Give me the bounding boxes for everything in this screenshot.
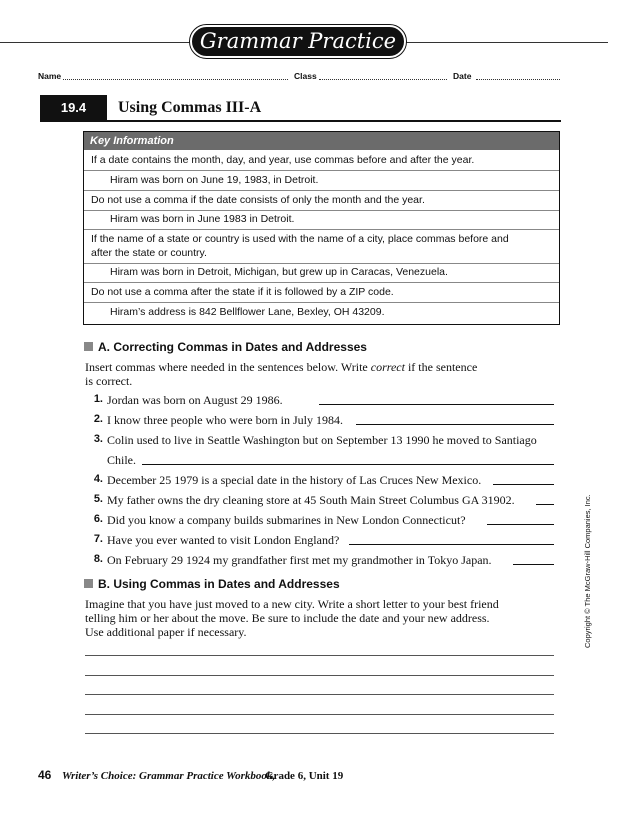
key-rule-3-line-1: If the name of a state or country is used with the name of a city, place commas before and	[91, 233, 509, 245]
item-sentence: Colin used to live in Seattle Washington but on September 13 1990 he moved to Santiago	[107, 433, 537, 447]
copyright-notice: Copyright © The McGraw-Hill Companies, Inc.	[583, 494, 592, 648]
writing-line[interactable]	[85, 714, 554, 715]
key-example-2: Hiram was born in June 1983 in Detroit.	[110, 213, 295, 225]
item-number: 2.	[93, 413, 103, 425]
writing-line[interactable]	[85, 733, 554, 734]
answer-blank[interactable]	[319, 404, 554, 405]
item-sentence: Have you ever wanted to visit London England?	[107, 533, 340, 547]
date-field[interactable]	[476, 71, 560, 80]
answer-blank[interactable]	[349, 544, 554, 545]
class-label: Class	[294, 71, 317, 81]
page-number: 46	[38, 768, 52, 782]
section-square-icon	[84, 579, 93, 588]
section-b-title	[84, 577, 340, 591]
answer-blank[interactable]	[493, 484, 554, 485]
item-number: 5.	[93, 493, 103, 505]
item-sentence: Jordan was born on August 29 1986.	[107, 393, 283, 407]
key-rule-3-line-2: after the state or country.	[91, 247, 207, 259]
class-field[interactable]	[319, 71, 447, 80]
grade-unit: Grade 6, Unit 19	[265, 770, 344, 782]
writing-line[interactable]	[85, 655, 554, 656]
key-divider	[84, 190, 559, 191]
answer-blank[interactable]	[513, 564, 554, 565]
item-sentence: I know three people who were born in July 1984.	[107, 413, 343, 427]
lesson-title: Using Commas III-A	[118, 99, 262, 116]
answer-blank[interactable]	[487, 524, 554, 525]
key-rule-4: Do not use a comma after the state if it is followed by a ZIP code.	[91, 286, 394, 298]
key-divider	[84, 302, 559, 303]
key-divider	[84, 210, 559, 211]
key-information-box	[83, 131, 560, 325]
page-banner: Grammar Practice	[190, 25, 406, 58]
item-sentence: On February 29 1924 my grandfather first met my grandmother in Tokyo Japan.	[107, 553, 492, 567]
item-sentence: Did you know a company builds submarines in New London Connecticut?	[107, 513, 466, 527]
item-number: 3.	[93, 433, 103, 445]
key-rule-1: If a date contains the month, day, and year, use commas before and after the year.	[91, 154, 475, 166]
key-divider	[84, 263, 559, 264]
answer-blank[interactable]	[142, 464, 554, 465]
section-a-instructions	[85, 361, 477, 374]
item-number: 4.	[93, 473, 103, 485]
key-rule-2: Do not use a comma if the date consists of only the month and the year.	[91, 194, 425, 206]
key-example-3: Hiram was born in Detroit, Michigan, but grew up in Caracas, Venezuela.	[110, 266, 448, 278]
item-sentence: My father owns the dry cleaning store at 45 South Main Street Columbus GA 31902.	[107, 493, 515, 507]
name-label: Name	[38, 71, 62, 81]
item-sentence: December 25 1979 is a special date in the history of Las Cruces New Mexico.	[107, 473, 482, 487]
key-example-1: Hiram was born on June 19, 1983, in Detroit.	[110, 174, 319, 186]
section-b-title-text: B. Using Commas in Dates and Addresses	[98, 577, 340, 591]
item-number: 8.	[93, 553, 103, 565]
key-divider	[84, 170, 559, 171]
key-divider	[84, 282, 559, 283]
section-a-title-text: A. Correcting Commas in Dates and Addresses	[98, 340, 367, 354]
section-b-instructions-line-3: Use additional paper if necessary.	[85, 625, 247, 639]
lesson-rule	[40, 120, 561, 122]
header-rule-right	[406, 42, 608, 43]
key-example-4: Hiram’s address is 842 Bellflower Lane, Bexley, OH 43209.	[110, 306, 385, 318]
item-number: 6.	[93, 513, 103, 525]
key-divider	[84, 229, 559, 230]
name-field[interactable]	[63, 71, 288, 80]
item-number: 1.	[93, 393, 103, 405]
header-rule-left	[0, 42, 190, 43]
writing-line[interactable]	[85, 675, 554, 676]
key-information-heading: Key Information	[84, 132, 559, 150]
item-sentence-continued: Chile.	[107, 453, 136, 467]
lesson-number: 19.4	[40, 95, 107, 120]
item-number: 7.	[93, 533, 103, 545]
date-label: Date	[453, 71, 472, 81]
section-a-instructions-line-2: is correct.	[85, 374, 133, 388]
answer-blank[interactable]	[356, 424, 554, 425]
book-title: Writer’s Choice: Grammar Practice Workbook,	[62, 770, 276, 782]
section-square-icon	[84, 342, 93, 351]
section-b-instructions-line-1: Imagine that you have just moved to a new city. Write a short letter to your best friend	[85, 597, 499, 611]
instr-text: Insert commas where needed in the sentences below. Write	[85, 360, 371, 374]
answer-blank[interactable]	[536, 504, 554, 505]
instr-emphasis: correct	[370, 360, 405, 374]
writing-line[interactable]	[85, 694, 554, 695]
section-a-title	[84, 340, 367, 354]
section-b-instructions-line-2: telling him or her about the move. Be sure to include the date and your new address.	[85, 611, 490, 625]
instr-text: if the sentence	[404, 360, 478, 374]
